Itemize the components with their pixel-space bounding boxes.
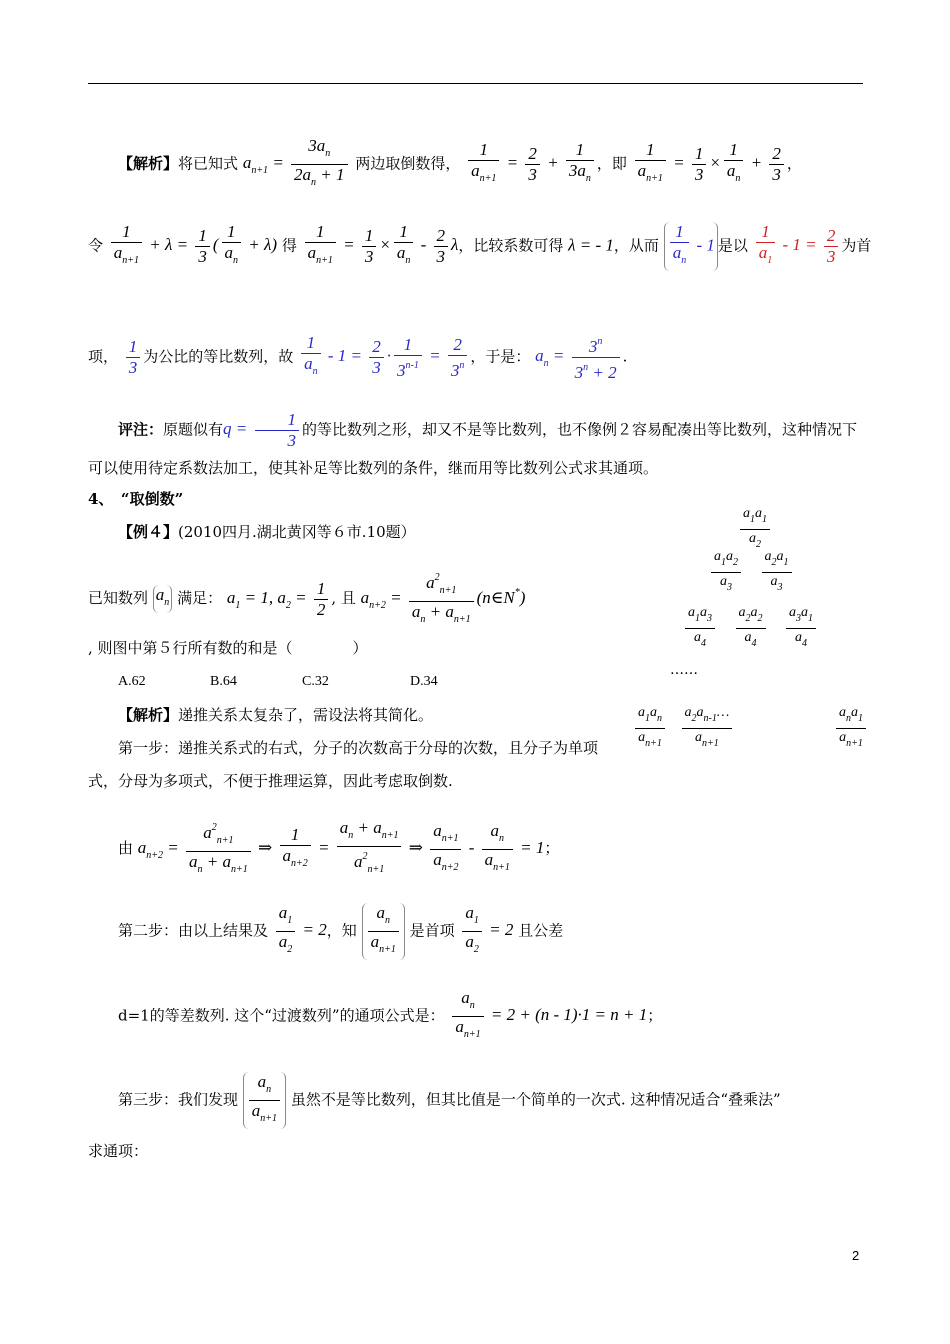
text: ，即 xyxy=(596,154,627,173)
text: d=1的等差数列. 这个“过渡数列”的通项公式是： xyxy=(118,1006,445,1025)
text: 令 xyxy=(88,236,104,255)
formula-seq: $a_n$ xyxy=(153,588,173,607)
text: 项， xyxy=(88,347,119,366)
analysis2-label: 【解析】 xyxy=(118,706,179,724)
tri-cell: $\frac{a_1a_2}{a_3}$ xyxy=(711,548,741,597)
step-3b: 求通项： xyxy=(88,1142,149,1160)
option-d: D.34 xyxy=(410,674,438,689)
text: 将已知式 xyxy=(178,154,239,173)
formula-step1: $a_{n+2}$ = $\frac{a^2_{n+1}}{a_n + a_{n+1}}$ ⇒ $\frac{1}{a_{n+2}}$ = $\frac{a_n + a_{n+1}}{a^2_{n+1}}$ ⇒ $\frac{a_{n+1}}{a_{n+2}}$ - $\frac{a_n}{a_{n+1}}$ = 1 xyxy=(137,818,545,875)
triangle-row-n xyxy=(632,704,735,753)
triangle-dots: …… xyxy=(670,662,698,678)
tri-cell: $\frac{a_1a_1}{a_2}$ xyxy=(740,505,770,554)
text: ，从而 xyxy=(613,236,659,255)
text: 是以 xyxy=(717,236,748,255)
options-row xyxy=(118,672,438,692)
step-3 xyxy=(118,1072,781,1129)
formula-reciprocal: $\frac{1}{a_{n+1}}$ = $\frac{2}{3}$ + $\frac{1}{3a_n}$ xyxy=(465,153,597,172)
text: ； xyxy=(544,838,560,857)
tri-cell: $\frac{a_1a_n}{a_{n+1}}$ xyxy=(635,704,665,753)
option-c: C.32 xyxy=(302,674,329,689)
text: 第二步：由以上结果及 xyxy=(118,921,269,940)
text: 原题似有 xyxy=(163,420,224,439)
text: 为首 xyxy=(841,236,872,255)
formula-step2-b: $\frac{a_1}{a_2}$ = 2 xyxy=(459,920,513,939)
page-number: 2 xyxy=(852,1248,860,1263)
example-statement xyxy=(88,568,525,630)
tri-cell: $\frac{a_2a_2}{a_4}$ xyxy=(736,604,766,653)
header-rule xyxy=(88,83,863,84)
text: 且公差 xyxy=(518,921,564,940)
formula-geometric: $\frac{1}{a_n}$ - 1 = $\frac{2}{3}$ · $\frac{1}{3^{n-1}}$ = $\frac{2}{3^n}$ xyxy=(298,346,470,365)
formula-example-recurrence: $a_{n+2}$ = $\frac{a^2_{n+1}}{a_n + a_{n+1}}$ (n∈N*) xyxy=(361,588,526,607)
formula-step2-seq: $\frac{a_n}{a_{n+1}}$ xyxy=(362,920,405,939)
text: 为公比的等比数列，故 xyxy=(143,347,294,366)
section-heading: 4、 “取倒数” xyxy=(88,490,184,508)
formula-reciprocal-2: $\frac{1}{a_{n+1}}$ = $\frac{1}{3}$ × $\frac{1}{a_n}$ + $\frac{2}{3}$ xyxy=(632,153,787,172)
text: 由 xyxy=(118,838,134,857)
text: , 且 xyxy=(331,588,356,607)
text: 满足： xyxy=(177,588,223,607)
text: 得 xyxy=(281,236,297,255)
triangle-row-1 xyxy=(737,505,773,554)
analysis2-title xyxy=(118,705,433,725)
tri-cell: $\frac{a_2a_1}{a_3}$ xyxy=(762,548,792,597)
tri-cell: $\frac{a_2a_{n-1}\dots}{a_{n+1}}$ xyxy=(682,704,733,753)
formula-sequence-set: $\frac{1}{a_n}$ - 1 xyxy=(664,235,718,254)
example-source: (2010四月.湖北黄冈等６市.10题） xyxy=(178,523,416,541)
text: ，比较系数可得 xyxy=(458,236,564,255)
text: 是首项 xyxy=(409,921,455,940)
tri-cell: $\frac{a_na_1}{a_{n+1}}$ xyxy=(836,704,866,753)
tri-cell: $\frac{a_1a_3}{a_4}$ xyxy=(685,604,715,653)
text: ，于是： xyxy=(470,347,531,366)
formula-step3-seq: $\frac{a_n}{a_{n+1}}$ xyxy=(243,1089,286,1108)
formula-step2-general: $\frac{a_n}{a_{n+1}}$ = 2 + (n - 1)·1 = n + 1 xyxy=(449,1005,647,1024)
text: ，知 xyxy=(326,921,357,940)
analysis-line-1 xyxy=(118,136,802,193)
formula-lambda-2: $\frac{1}{a_{n+1}}$ = $\frac{1}{3}$ × $\frac{1}{a_n}$ - $\frac{2}{3}$ λ xyxy=(302,235,459,254)
example-title xyxy=(118,522,416,542)
triangle-row-n-last xyxy=(833,704,869,753)
formula-q: q = $\frac{1}{3}$ xyxy=(223,419,302,438)
text: ； xyxy=(647,1006,663,1025)
text: 递推关系太复杂了，需设法将其简化。 xyxy=(178,706,434,724)
text: ， xyxy=(786,154,802,173)
formula-lambda: $\frac{1}{a_{n+1}}$ + λ = $\frac{1}{3}$ ( $\frac{1}{a_n}$ + λ) xyxy=(108,235,277,254)
analysis-line-2 xyxy=(88,222,871,271)
tri-cell: $\frac{a_3a_1}{a_4}$ xyxy=(786,604,816,653)
step-1-formula xyxy=(118,818,559,880)
note-label: 评注： xyxy=(118,420,164,439)
text: 虽然不是等比数列，但其比值是一个简单的一次式. 这种情况适合“叠乘法” xyxy=(290,1090,781,1109)
text: 的等比数列之形，却又不是等比数列，也不像例２容易配凑出等比数列，这种情况下可以使用待定系数法加工，使其补足等比数列的条件，继而用等比数列公式求其通项。 xyxy=(88,420,858,477)
text: 第三步：我们发现 xyxy=(118,1090,239,1109)
option-a: A.62 xyxy=(118,674,146,689)
example-label: 【例４】 xyxy=(118,523,179,541)
step-2b xyxy=(118,988,662,1045)
example-question: , 则图中第５行所有数的和是（ ） xyxy=(88,639,368,657)
formula-first-term: $\frac{1}{a_1}$ - 1 = $\frac{2}{3}$ xyxy=(753,235,842,254)
option-b: B.64 xyxy=(210,674,237,689)
triangle-row-2 xyxy=(708,548,795,597)
analysis-line-3 xyxy=(88,332,627,383)
formula-step2-a: $\frac{a_1}{a_2}$ = 2 xyxy=(273,920,327,939)
note-paragraph xyxy=(88,410,858,485)
text: 两边取倒数得， xyxy=(355,154,461,173)
formula-an: $a_n$ = $\frac{3^n}{3^n + 2}$ xyxy=(535,346,622,365)
text: 已知数列 xyxy=(88,588,149,607)
formula-recurrence: $a_{n+1}$ = $\frac{3a_n}{2a_n + 1}$ xyxy=(243,153,351,172)
text: . xyxy=(622,347,628,366)
formula-ratio: $\frac{1}{3}$ xyxy=(123,346,144,365)
step-1: 第一步：递推关系式的右式，分子的次数高于分母的次数，且分子为单项式，分母为多项式，不便于推理运算，因此考虑取倒数. xyxy=(88,739,599,790)
triangle-row-3 xyxy=(682,604,819,653)
step-2 xyxy=(118,903,563,960)
analysis-label: 【解析】 xyxy=(118,154,179,173)
formula-initial: $a_1 = 1$, $a_2$ = $\frac{1}{2}$ xyxy=(227,588,331,607)
formula-lambda-value: λ = - 1 xyxy=(568,235,614,255)
